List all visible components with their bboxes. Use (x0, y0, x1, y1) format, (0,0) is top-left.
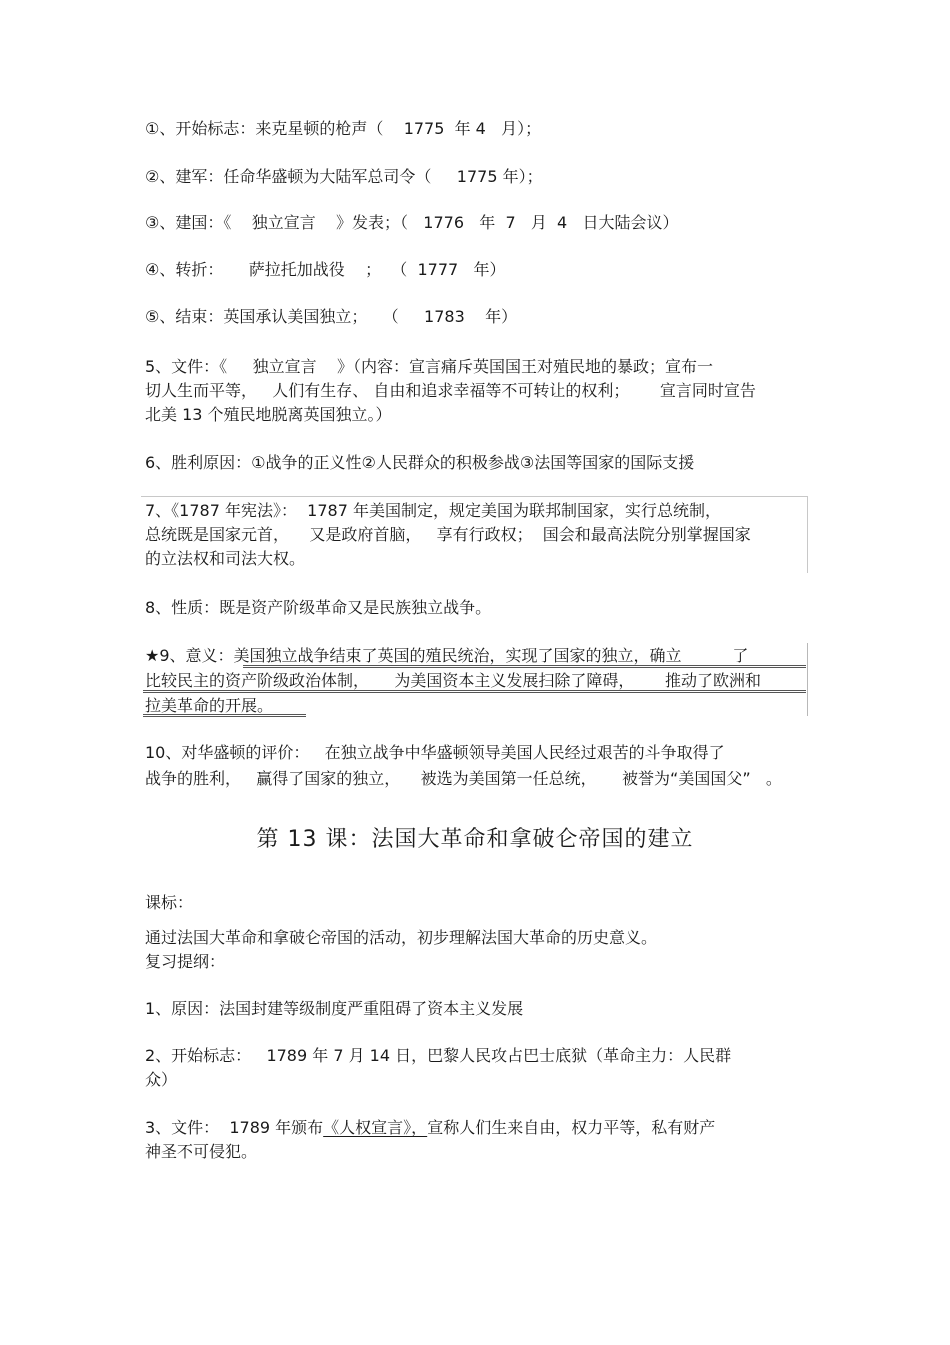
item-turning-point: ④、转折： 萨拉托加战役 ； （ 1777 年） (145, 260, 506, 279)
document-line-2: 切人生而平等， 人们有生存、 自由和追求幸福等不可转让的权利； 宣言同时宣告 (145, 381, 756, 400)
constitution-line-3: 的立法权和司法大权。 (145, 549, 306, 568)
item-end: ⑤、结束：英国承认美国独立； （ 1783 年） (145, 307, 518, 326)
document-line-1: 5、文件：《 独立宣言 》（内容：宣言痛斥英国国王对殖民地的暴政；宣布一 (145, 357, 713, 376)
document-declaration-line-2: 神圣不可侵犯。 (145, 1142, 258, 1161)
victory-reasons: 6、胜利原因：①战争的正义性②人民群众的积极参战③法国等国家的国际支援 (145, 453, 695, 472)
constitution-line-1: 7、《1787 年宪法》： 1787 年美国制定，规定美国为联邦制国家，实行总统制， (145, 501, 721, 520)
evaluation-line-2: 战争的胜利， 赢得了国家的独立， 被选为美国第一任总统， 被誉为“美国国父” 。 (145, 769, 782, 788)
item-army: ②、建军：任命华盛顿为大陆军总司令（ 1775 年）； (145, 167, 543, 186)
evaluation-line-1: 10、对华盛顿的评价： 在独立战争中华盛顿领导美国人民经过艰苦的斗争取得了 (145, 743, 725, 762)
declaration-link: 《人权宣言》， (323, 1118, 428, 1137)
item-founding: ③、建国：《 独立宣言 》发表；（ 1776 年 7 月 4 日大陆会议） (145, 213, 679, 232)
double-underline-3 (143, 714, 306, 717)
standard-text: 通过法国大革命和拿破仑帝国的活动，初步理解法国大革命的历史意义。 (145, 928, 658, 947)
lesson-title: 第 13 课：法国大革命和拿破仑帝国的建立 (256, 827, 694, 852)
meaning-line-3: 拉美革命的开展。 (145, 696, 299, 715)
start-line-2: 众） (145, 1070, 178, 1089)
declaration-prefix: 3、文件： 1789 年颁布 (145, 1118, 324, 1137)
double-underline-2 (143, 690, 806, 693)
meaning-line-2: 比较民主的资产阶级政治体制， 为美国资本主义发展扫除了障碍， 推动了欧洲和 (145, 671, 761, 690)
start-line-1: 2、开始标志： 1789 年 7 月 14 日，巴黎人民攻占巴士底狱（革命主力：人民群 (145, 1046, 732, 1065)
declaration-suffix: 宣称人们生来自由，权力平等，私有财产 (427, 1118, 716, 1137)
cause-line: 1、原因：法国封建等级制度严重阻碍了资本主义发展 (145, 999, 524, 1018)
meaning-text-1: 美国独立战争结束了英国的殖民统治，实现了国家的独立，确立 了 (233, 646, 749, 665)
constitution-line-2: 总统既是国家元首， 又是政府首脑， 享有行政权； 国会和最高法院分别掌握国家 (145, 525, 751, 544)
meaning-label: ★9、意义： (145, 646, 234, 665)
standard-label: 课标： (145, 893, 194, 912)
double-underline-1 (243, 665, 806, 668)
nature-line: 8、性质：既是资产阶级革命又是民族独立战争。 (145, 598, 492, 617)
meaning-line-1 (145, 645, 748, 667)
document-line-3: 北美 13 个殖民地脱离英国独立。） (145, 405, 392, 424)
document-declaration-line-1 (145, 1117, 715, 1139)
item-start-sign: ①、开始标志：来克星顿的枪声（ 1775 年 4 月）； (145, 119, 542, 138)
outline-label: 复习提纲： (145, 952, 226, 971)
